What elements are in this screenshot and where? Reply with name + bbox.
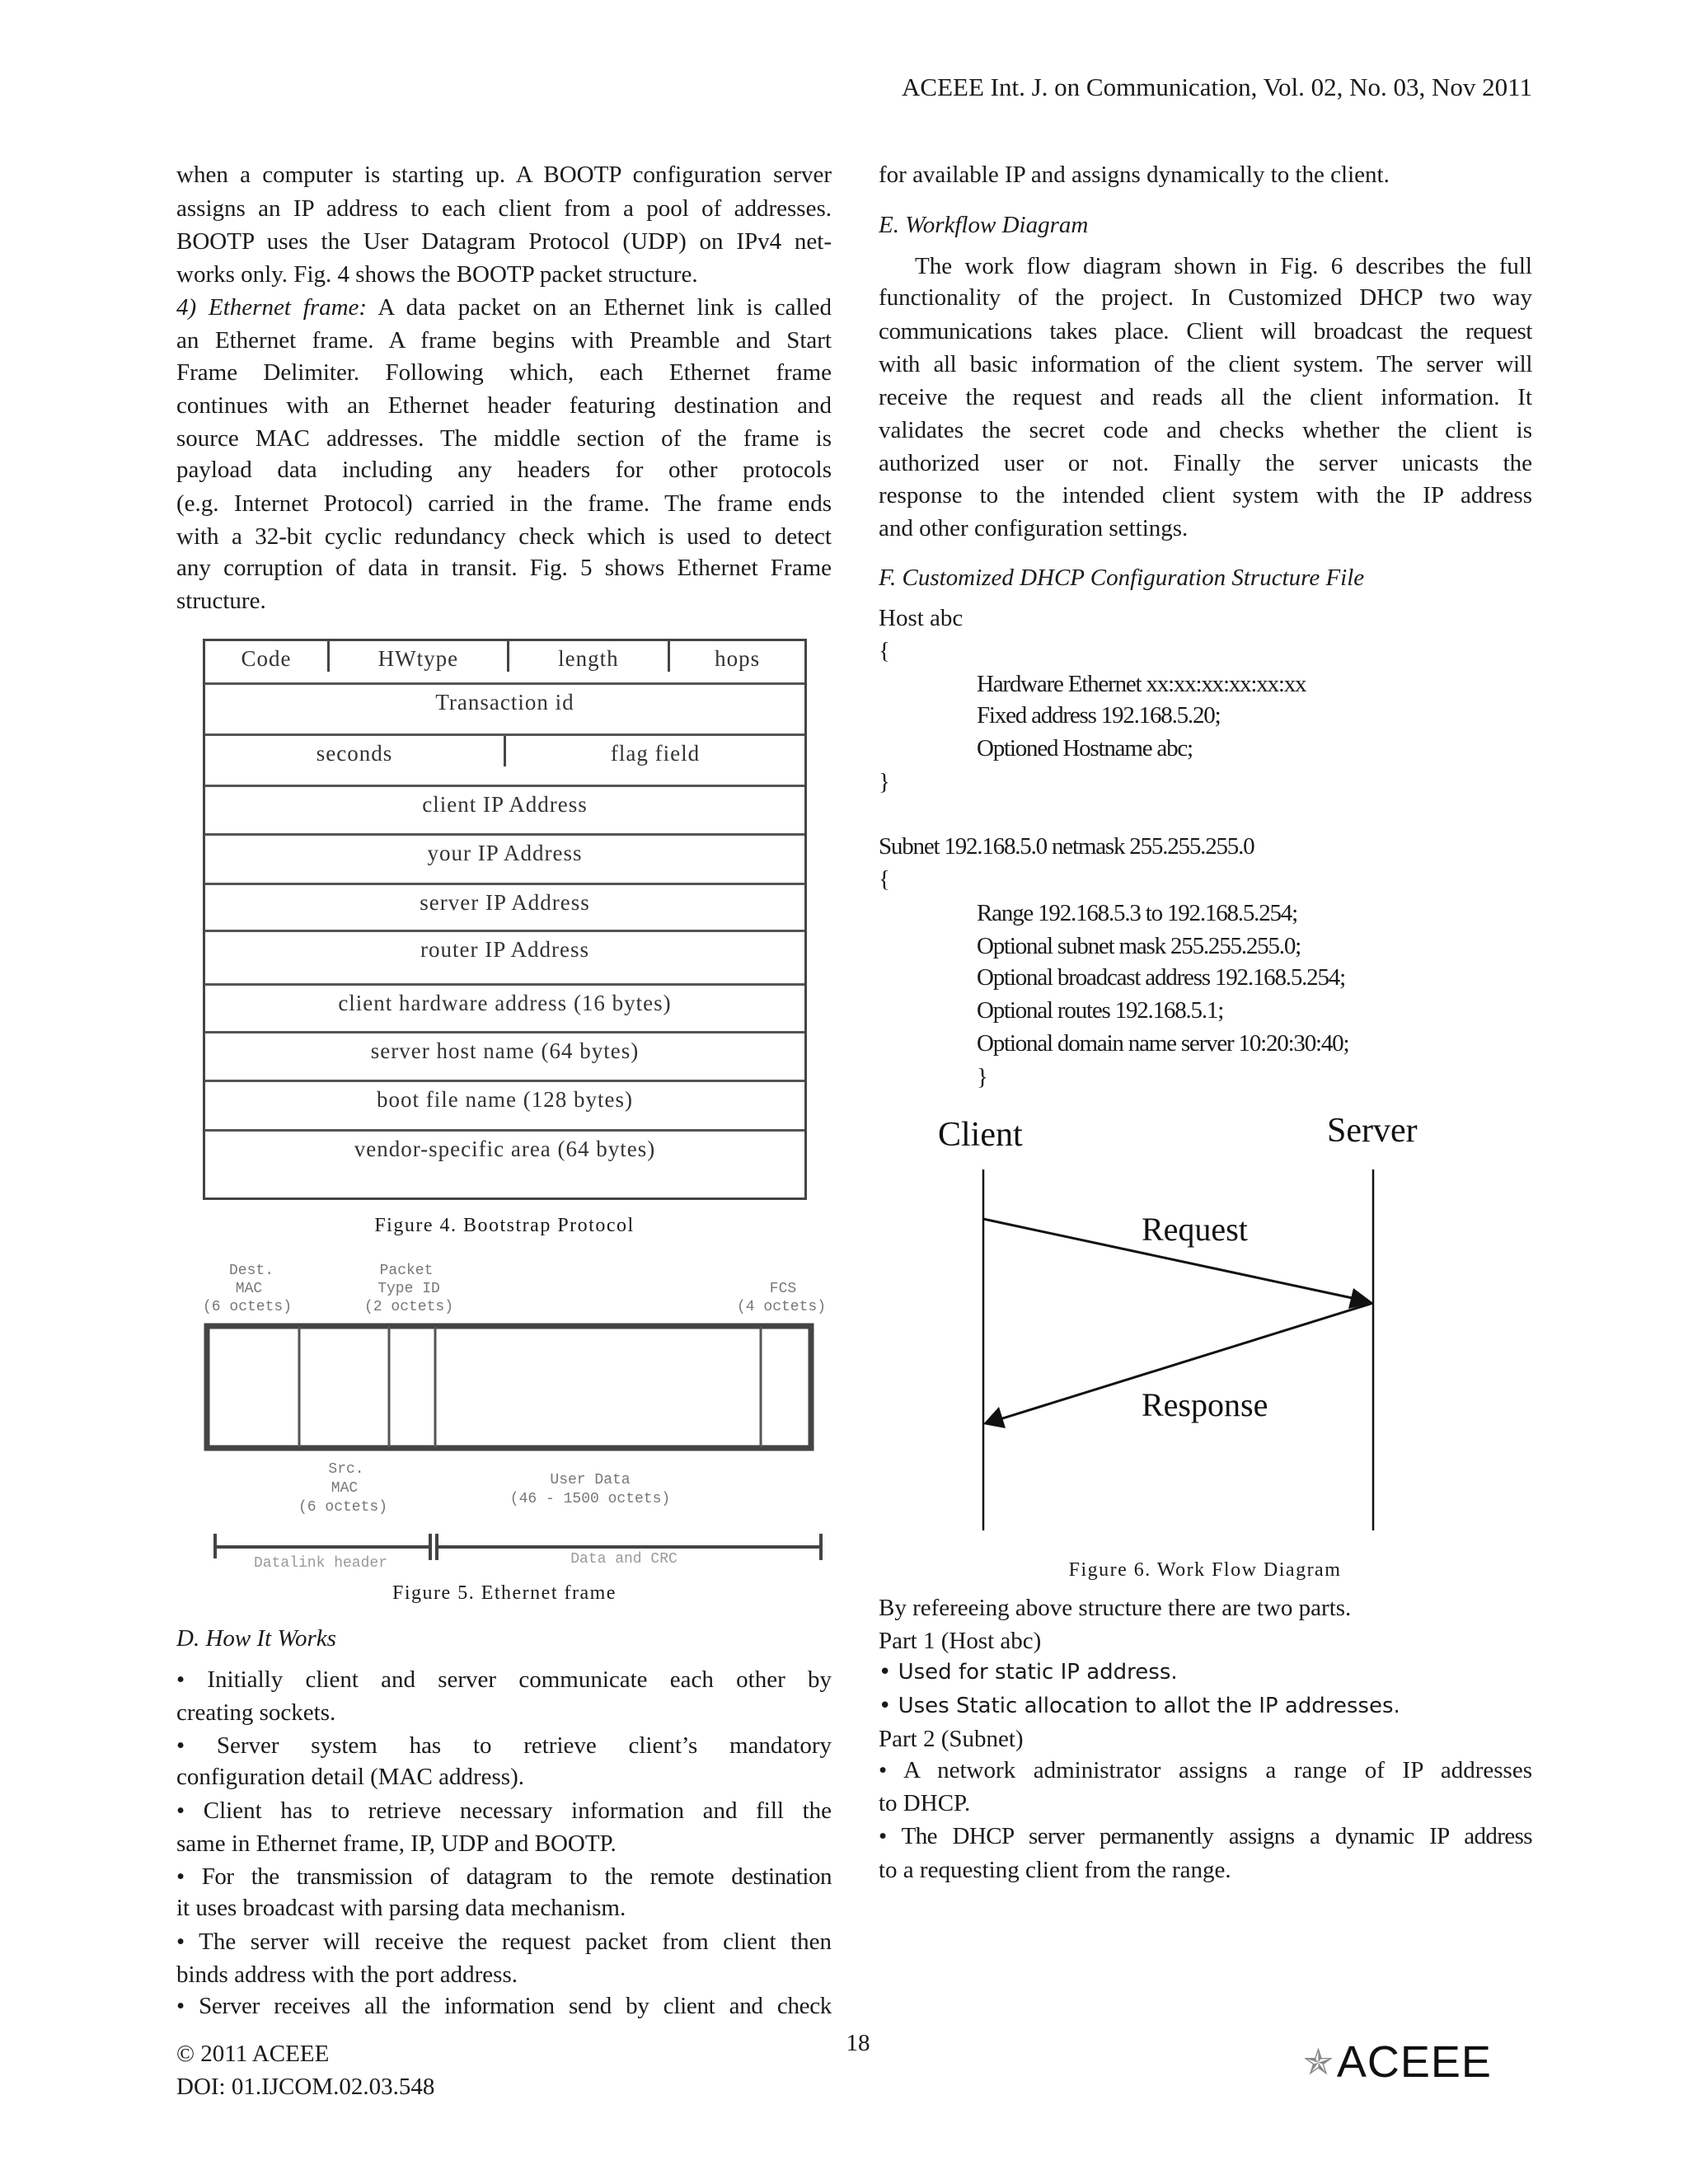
label: Dest.	[228, 1263, 274, 1279]
label: (6 octets)	[202, 1299, 293, 1315]
config-subnet: Subnet 192.168.5.0 netmask 255.255.255.0	[879, 833, 1254, 860]
bullet-line: • Client has to retrieve necessary information and fill the	[176, 1797, 832, 1824]
label: (2 octets)	[363, 1299, 454, 1315]
text-line: response to the intended client system with the IP address	[879, 482, 1532, 509]
brace-open: {	[879, 638, 890, 664]
ethernet-frame-heading: 4) Ethernet frame:	[176, 294, 368, 321]
field-row: vendor-specific area (64 bytes)	[354, 1137, 656, 1161]
bullet-line: • The DHCP server permanently assigns a dynamic IP address	[879, 1823, 1532, 1849]
field-seconds: seconds	[205, 736, 506, 766]
field-flag: flag field	[610, 741, 701, 766]
text-line: with all basic information of the client system. The server will	[879, 351, 1532, 377]
field-row: server IP Address	[420, 890, 590, 915]
label: Data and CRC	[570, 1551, 678, 1568]
config-line: Optional broadcast address 192.168.5.254;	[977, 964, 1345, 991]
field-hwtype: HWtype	[330, 641, 509, 672]
text-line: authorized user or not. Finally the server unicasts the	[879, 450, 1532, 476]
text-line: source MAC addresses. The middle section of the frame is	[176, 425, 832, 452]
text-line: Frame Delimiter. Following which, each Ethernet frame	[176, 359, 832, 386]
request-label: Request	[1142, 1211, 1248, 1248]
bullet-line: • Initially client and server communicate each other by	[176, 1666, 832, 1693]
field-row: your IP Address	[427, 841, 583, 865]
label: (4 octets)	[736, 1299, 827, 1315]
text-line: The work flow diagram shown in Fig. 6 describes the full	[915, 253, 1532, 279]
bullet-line: to DHCP.	[879, 1790, 971, 1816]
field-row: server host name (64 bytes)	[370, 1038, 640, 1063]
text-line: BOOTP uses the User Datagram Protocol (UDP) on IPv4 net-	[176, 228, 832, 255]
label: Datalink header	[253, 1555, 388, 1572]
star-icon: ✯	[1303, 2041, 1334, 2083]
client-label: Client	[938, 1116, 1023, 1154]
label: (46 - 1500 octets)	[509, 1491, 671, 1507]
label: User Data	[550, 1472, 631, 1488]
copyright: © 2011 ACEEE	[176, 2041, 330, 2067]
config-line: Hardware Ethernet xx:xx:xx:xx:xx:xx	[977, 671, 1306, 697]
figure-6-caption: Figure 6. Work Flow Diagram	[1068, 1559, 1342, 1581]
text-span: A data packet on an Ethernet link is called	[367, 294, 832, 321]
config-line: Fixed address 192.168.5.20;	[977, 702, 1221, 729]
brace-close: }	[977, 1064, 987, 1090]
label: Packet	[379, 1263, 434, 1279]
journal-header: ACEEE Int. J. on Communication, Vol. 02, No. 03, Nov 2011	[902, 73, 1532, 101]
response-label: Response	[1142, 1386, 1268, 1423]
label: MAC	[331, 1480, 359, 1497]
config-line: Optional routes 192.168.5.1;	[977, 997, 1224, 1024]
bullet-line: • Used for static IP address.	[879, 1660, 1178, 1685]
bullet-line: to a requesting client from the range.	[879, 1857, 1231, 1883]
figure-4-caption: Figure 4. Bootstrap Protocol	[374, 1215, 635, 1236]
bullet-line: configuration detail (MAC address).	[176, 1764, 525, 1790]
text-line: any corruption of data in transit. Fig. 5 shows Ethernet Frame	[176, 555, 832, 581]
section-heading-d: D. How It Works	[176, 1625, 336, 1652]
bullet-line: • For the transmission of datagram to the remote destination	[176, 1863, 832, 1890]
label: Type ID	[377, 1281, 440, 1297]
config-host: Host abc	[879, 605, 964, 631]
config-line: Optional domain name server 10:20:30:40;	[977, 1030, 1349, 1057]
field-hops: hops	[715, 646, 761, 671]
brace-open: {	[879, 866, 890, 893]
bullet-line: • Server system has to retrieve client’s mandatory	[176, 1732, 832, 1759]
server-label: Server	[1327, 1112, 1418, 1150]
bullet-line: • Server receives all the information send by client and check	[176, 1993, 832, 2019]
config-line: Optional subnet mask 255.255.255.0;	[977, 933, 1301, 959]
text-line: payload data including any headers for other protocols	[176, 457, 832, 483]
config-line: Optioned Hostname abc;	[977, 735, 1193, 762]
page-number: 18	[846, 2030, 870, 2056]
text-line: when a computer is starting up. A BOOTP configuration server	[176, 162, 832, 188]
label: Src.	[328, 1461, 364, 1478]
section-heading-e: E. Workflow Diagram	[879, 212, 1089, 238]
text-line: for available IP and assigns dynamically to the client.	[879, 162, 1390, 188]
text-line: continues with an Ethernet header featuring destination and	[176, 392, 832, 419]
frame-box	[207, 1326, 811, 1448]
text-line: functionality of the project. In Customized DHCP two way	[879, 284, 1532, 311]
bullet-line: • Uses Static allocation to allot the IP addresses.	[879, 1694, 1400, 1718]
brace-close: }	[879, 769, 890, 795]
bullet-line: • A network administrator assigns a range of IP addresses	[879, 1757, 1532, 1783]
field-row: boot file name (128 bytes)	[377, 1087, 633, 1112]
bullet-line: it uses broadcast with parsing data mechanism.	[176, 1895, 626, 1921]
section-heading-f: F. Customized DHCP Configuration Structure File	[879, 565, 1365, 591]
text-line: Part 1 (Host abc)	[879, 1628, 1042, 1654]
figure-5-caption: Figure 5. Ethernet frame	[392, 1582, 617, 1604]
config-line: Range 192.168.5.3 to 192.168.5.254;	[977, 900, 1297, 926]
field-transaction-id: Transaction id	[435, 690, 574, 715]
bullet-line: same in Ethernet frame, IP, UDP and BOOTP.	[176, 1830, 617, 1857]
bullet-line: binds address with the port address.	[176, 1961, 518, 1988]
text-line: receive the request and reads all the client information. It	[879, 384, 1532, 410]
text-line: structure.	[176, 588, 266, 614]
text-line: communications takes place. Client will broadcast the request	[879, 318, 1532, 344]
text-line: works only. Fig. 4 shows the BOOTP packet structure.	[176, 261, 698, 288]
field-row: client hardware address (16 bytes)	[338, 991, 672, 1015]
text-line: with a 32-bit cyclic redundancy check which is used to detect	[176, 523, 832, 550]
text-line: an Ethernet frame. A frame begins with Preamble and Start	[176, 327, 832, 354]
text-line: By refereeing above structure there are two parts.	[879, 1595, 1352, 1621]
doi: DOI: 01.IJCOM.02.03.548	[176, 2074, 435, 2100]
text-line: Part 2 (Subnet)	[879, 1726, 1024, 1752]
label: FCS	[769, 1281, 797, 1297]
text-line: assigns an IP address to each client from a pool of addresses.	[176, 195, 832, 222]
field-length: length	[509, 641, 670, 672]
field-code: Code	[205, 641, 330, 672]
text-line: validates the secret code and checks whether the client is	[879, 417, 1532, 443]
logo-text: ACEEE	[1336, 2037, 1492, 2087]
text-line: (e.g. Internet Protocol) carried in the frame. The frame ends	[176, 490, 832, 517]
label: (6 octets)	[298, 1499, 388, 1516]
field-row: client IP Address	[422, 792, 588, 817]
arrowhead-icon	[983, 1407, 1006, 1428]
field-row: router IP Address	[420, 937, 589, 962]
aceee-logo	[1303, 2037, 1492, 2087]
text-line: and other configuration settings.	[879, 515, 1189, 541]
bullet-line: • The server will receive the request packet from client then	[176, 1929, 832, 1955]
label: MAC	[235, 1281, 263, 1297]
bullet-line: creating sockets.	[176, 1699, 336, 1726]
